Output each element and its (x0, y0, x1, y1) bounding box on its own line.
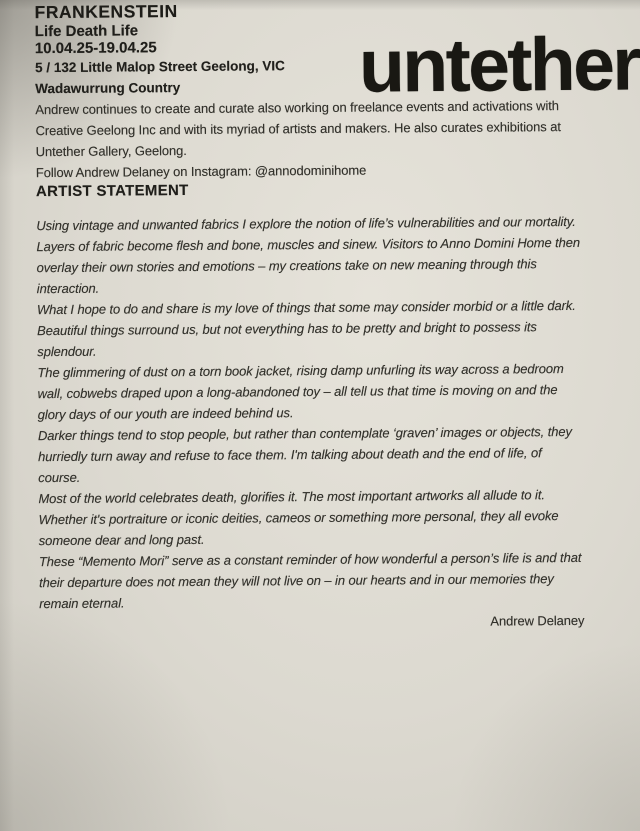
artist-statement-heading: ARTIST STATEMENT (35, 181, 189, 201)
exhibition-dates: 10.04.25-19.04.25 (34, 39, 157, 58)
statement-paragraph: These “Memento Mori” serve as a constant reminder of how wonderful a person’s life is and that their departure does not mean they will not live on – in our hearts and in our memories they remain eternal. (38, 549, 582, 612)
gallery-address: 5 / 132 Little Malop Street Geelong, VIC (34, 58, 285, 76)
page-content (34, 0, 640, 635)
exhibition-subtitle: Life Death Life (34, 22, 139, 41)
artist-signature: Andrew Delaney (490, 612, 585, 629)
exhibition-title: FRANKENSTEIN (34, 1, 178, 23)
statement-paragraph: What I hope to do and share is my love of things that some may consider morbid or a little dark. Beautiful things surround us, but not everything has to be pretty and bright to possess its splendour. (36, 297, 576, 360)
statement-paragraph: The glimmering of dust on a torn book jacket, rising damp unfurling its way across a bedroom wall, cobwebs draped upon a long-abandoned toy – all tell us that time is moving on and the glory days of our youth are indeed behind us. (37, 361, 564, 423)
statement-paragraph: Darker things tend to stop people, but rather than contemplate ‘graven’ images or objects, they hurriedly turn away and refuse to face them. I'm talking about death and the end of life, of course. (37, 423, 572, 486)
country-acknowledgement: Wadawurrung Country (35, 80, 181, 97)
statement-paragraph: Most of the world celebrates death, glorifies it. The most important artworks all allude to it. Whether it's portraiture or iconic deities, cameos or something more personal, they all evoke someone dear and long past. (38, 487, 559, 549)
instagram-follow-line: Follow Andrew Delaney on Instagram: @annodominihome (35, 162, 367, 181)
untether-gallery-logo: untether (358, 21, 640, 108)
artist-bio-paragraph: Andrew continues to create and curate also working on freelance events and activations with Creative Geelong Inc and with its myriad of artists and makers. He also curates exhibitions at Untether Gallery, Geelong. (35, 98, 561, 160)
statement-paragraph: Using vintage and unwanted fabrics I explore the notion of life’s vulnerabilities and our mortality. Layers of fabric become flesh and bone, muscles and sinew. Visitors to Anno Domini Home then overlay their own stories and emotions – my creations take on new meaning through this interaction. (36, 213, 581, 297)
